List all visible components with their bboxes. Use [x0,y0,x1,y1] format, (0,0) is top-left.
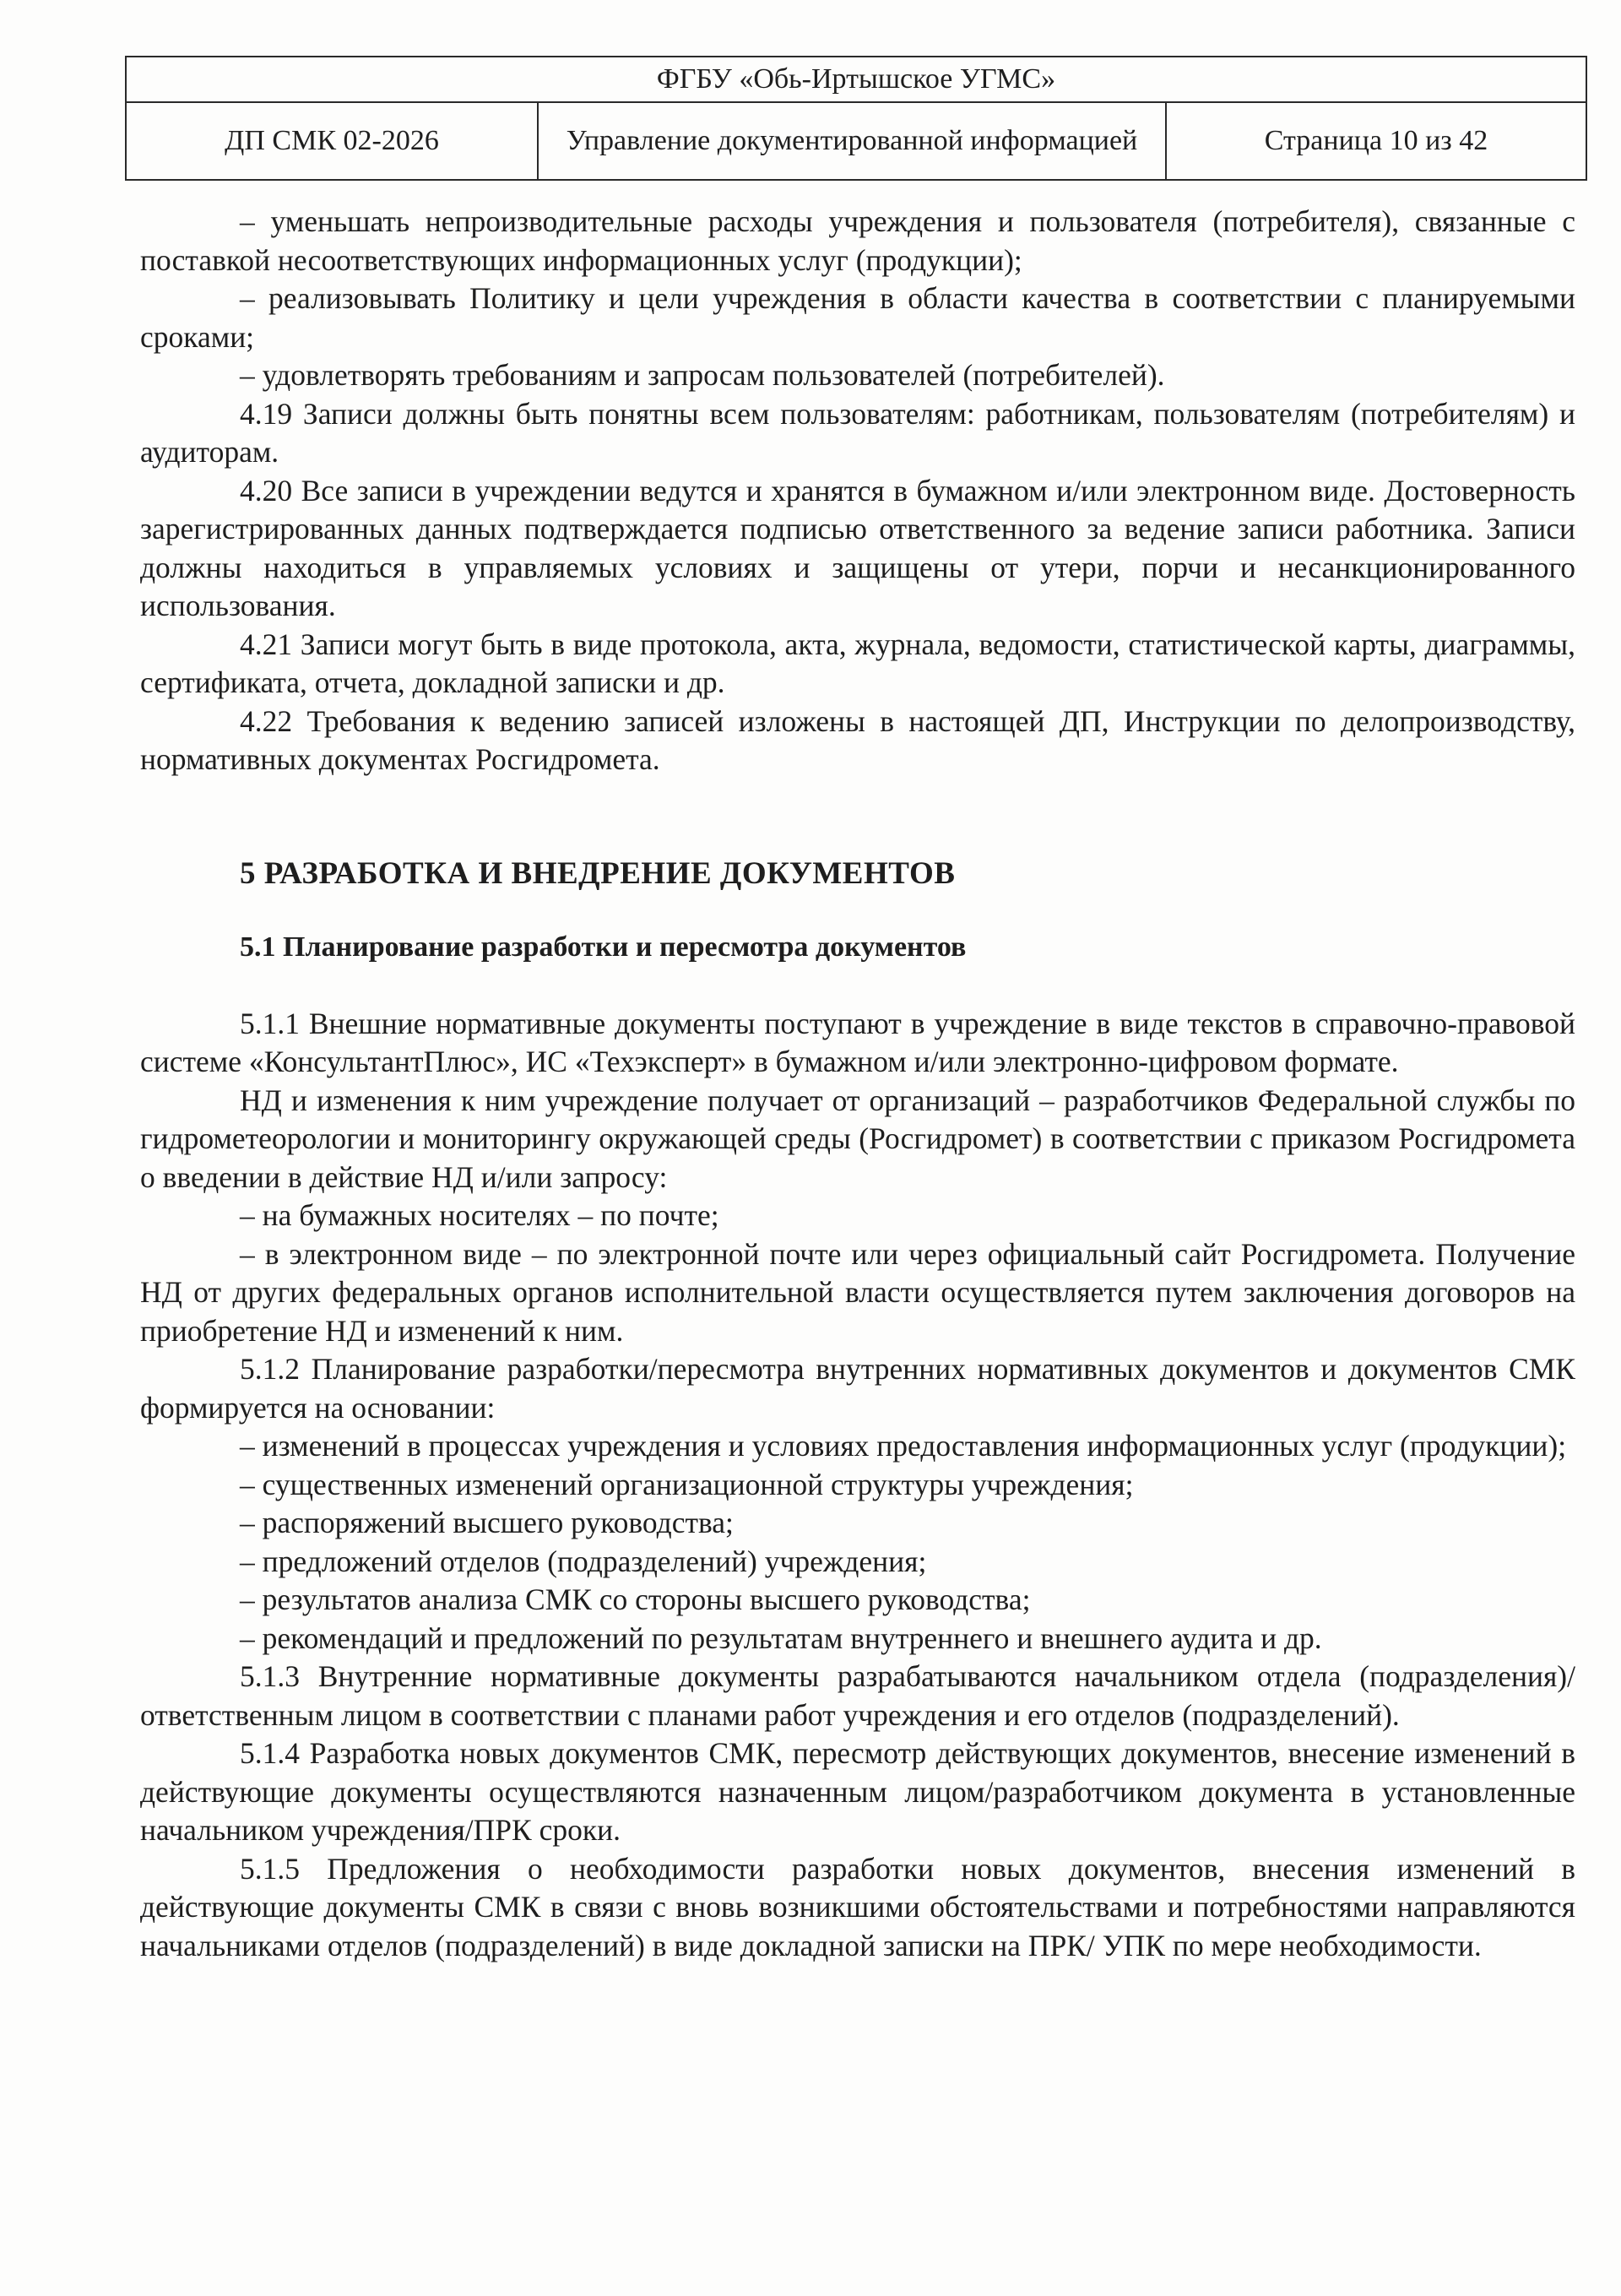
paragraph: – предложений отделов (подразделений) учреждения; [240,1544,927,1578]
page-number: Страница 10 из 42 [1264,125,1488,156]
spacer [140,967,1575,1005]
document-code: ДП СМК 02-2026 [127,103,539,179]
subsection-heading: 5.1 Планирование разработки и пересмотра документов [240,931,967,963]
paragraph: 4.19 Записи должны быть понятны всем пользователям: работникам, пользователям (потребителям) и аудиторам. [140,396,1575,469]
paragraph: – в электронном виде – по электронной почте или через официальный сайт Росгидромета. Получение НД от других федеральных органов исполнительной власти осуществляется путем заключения договоров на приобретение НД и изменений к ним. [140,1236,1575,1348]
organization-name: ФГБУ «Обь-Иртышское УГМС» [127,57,1586,103]
paragraph: – реализовывать Политику и цели учреждения в области качества в соответствии с планируемыми сроками; [140,281,1575,354]
document-body [140,203,1575,1965]
paragraph: – изменений в процессах учреждения и условиях предоставления информационных услуг (продукции); [240,1429,1567,1463]
paragraph: 5.1.5 Предложения о необходимости разработки новых документов, внесения изменений в действующие документы СМК в связи с вновь возникшими обстоятельствами и потребностями направляются начальниками отделов (подразделений) в виде докладной записки на ПРК/ УПК по мере необходимости. [140,1851,1575,1962]
paragraph: 5.1.2 Планирование разработки/пересмотра внутренних нормативных документов и документов СМК формируется на основании: [140,1352,1575,1425]
paragraph: 5.1.1 Внешние нормативные документы поступают в учреждение в виде текстов в справочно-правовой системе «КонсультантПлюс», ИС «Техэксперт» в бумажном и/или электронно-цифровом формате. [140,1006,1575,1078]
paragraph: 4.20 Все записи в учреждении ведутся и хранятся в бумажном и/или электронном виде. Достоверность зарегистрированных данных подтверждается подписью ответственного за ведение записи работника. Записи должны находиться в управляемых условиях и защищены от утери, порчи и несанкционированного использования. [140,473,1575,622]
spacer [140,779,1575,855]
paragraph: – удовлетворять требованиям и запросам пользователей (потребителей). [240,358,1165,392]
section-heading: 5 РАЗРАБОТКА И ВНЕДРЕНИЕ ДОКУМЕНТОВ [240,855,956,891]
paragraph: – на бумажных носителях – по почте; [240,1198,719,1232]
paragraph: 5.1.3 Внутренние нормативные документы разрабатываются начальником отдела (подразделения)/ответственным лицом в соответствии с планами работ учреждения и его отделов (подразделений). [140,1659,1575,1732]
paragraph: – уменьшать непроизводительные расходы учреждения и пользователя (потребителя), связанные с поставкой несоответствующих информационных услуг (продукции); [140,204,1575,277]
paragraph: – рекомендаций и предложений по результатам внутреннего и внешнего аудита и др. [240,1620,1322,1655]
paragraph: – существенных изменений организационной структуры учреждения; [240,1467,1134,1501]
paragraph: 5.1.4 Разработка новых документов СМК, пересмотр действующих документов, внесение изменений в действующие документы осуществляются назначенным лицом/разработчиком документа в установленные начальником учреждения/ПРК сроки. [140,1736,1575,1847]
paragraph: – результатов анализа СМК со стороны высшего руководства; [240,1582,1031,1616]
paragraph: НД и изменения к ним учреждение получает от организаций – разработчиков Федеральной службы по гидрометеорологии и мониторингу окружающей среды (Росгидромет) в соответствии с приказом Росгидромета о введении в действие НД и/или запросу: [140,1083,1575,1194]
header-table [125,56,1587,181]
spacer [140,893,1575,928]
document-title: Управление документированной информацией [539,103,1167,179]
paragraph: – распоряжений высшего руководства; [240,1506,734,1539]
header-row [127,103,1586,179]
paragraph: 4.21 Записи могут быть в виде протокола, акта, журнала, ведомости, статистической карты, диаграммы, сертификата, отчета, докладной записки и др. [140,627,1575,699]
paragraph: 4.22 Требования к ведению записей изложены в настоящей ДП, Инструкции по делопроизводству, нормативных документах Росгидромета. [140,703,1575,776]
